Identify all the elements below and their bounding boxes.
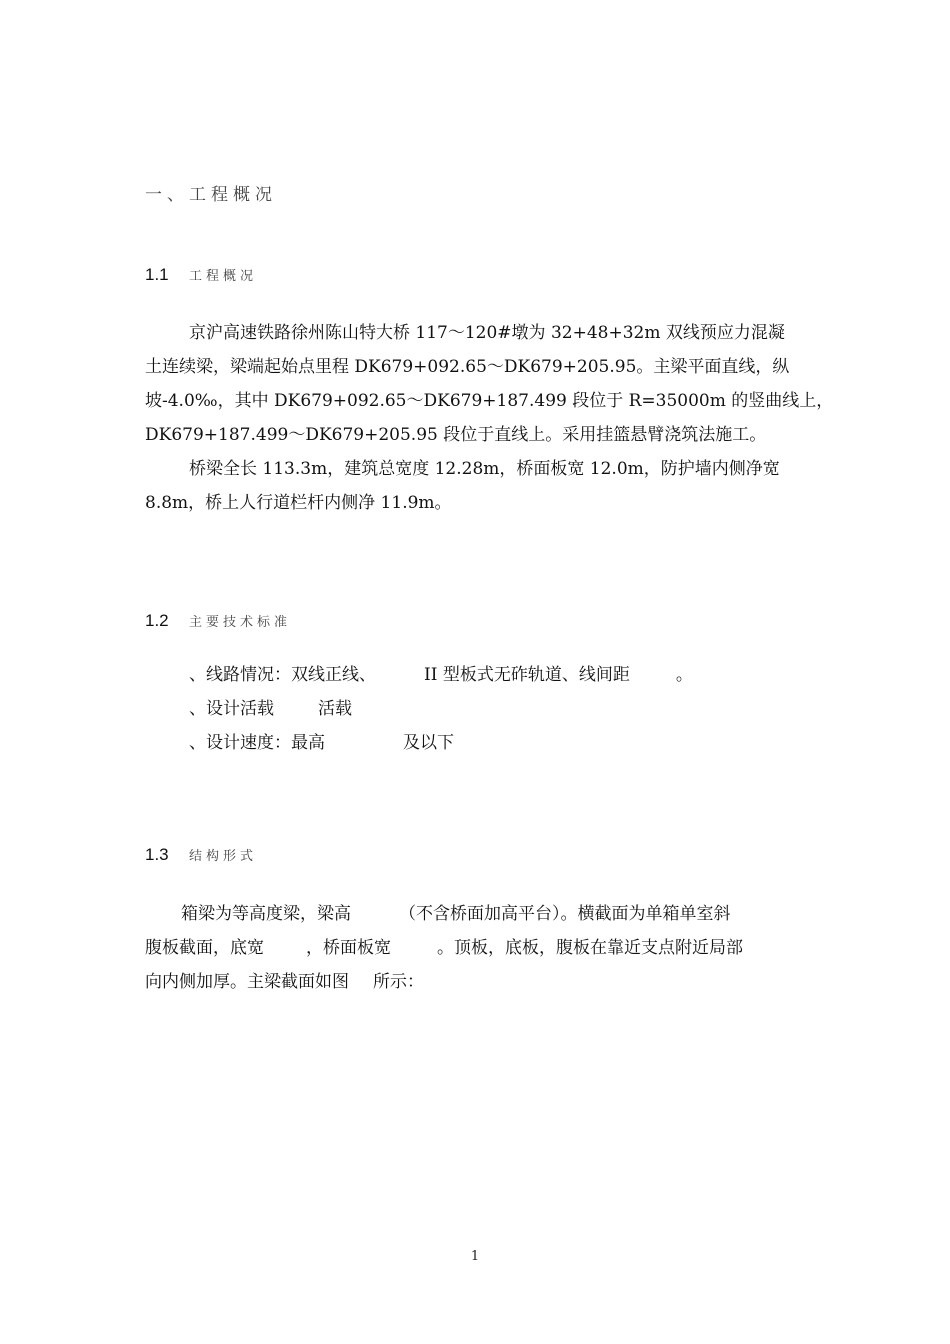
list-item-text: 及以下 (403, 733, 454, 753)
section-number: 1.1 (145, 265, 169, 284)
paragraph-text: 腹板截面，底宽 (145, 938, 264, 958)
page-title: 一、工程概况 (145, 185, 277, 205)
section-number: 1.3 (145, 845, 169, 864)
list-item-text: 、线路情况：双线正线、 (189, 665, 376, 685)
paragraph-line: DK679+187.499～DK679+205.95 段位于直线上。采用挂篮悬臂浇筑法施工。 (145, 425, 767, 445)
paragraph-text: ，桥面板宽 (306, 938, 391, 958)
list-item-text: 。 (675, 665, 693, 685)
list-item-text: 活载 (318, 699, 352, 719)
paragraph-line: 桥梁全长 113.3m，建筑总宽度 12.28m，桥面板宽 12.0m，防护墙内侧净宽 (189, 459, 780, 479)
list-item-text: 、设计活载 (189, 699, 274, 719)
standards-list (189, 658, 693, 760)
paragraph-structure (145, 897, 743, 999)
list-item (189, 658, 693, 692)
list-item-text: II 型板式无砟轨道、线间距 (424, 665, 630, 685)
paragraph-overview (145, 316, 834, 520)
paragraph-line (145, 931, 743, 965)
section-heading-1-1 (145, 265, 257, 285)
paragraph-text: 。顶板，底板，腹板在靠近支点附近局部 (437, 938, 743, 958)
paragraph-text: （不含桥面加高平台）。横截面为单箱单室斜 (399, 904, 731, 924)
section-label: 工程概况 (189, 268, 258, 283)
section-label: 主要技术标准 (189, 614, 292, 629)
section-label: 结构形式 (189, 848, 258, 863)
paragraph-text: 所示： (373, 972, 424, 992)
paragraph-line: 京沪高速铁路徐州陈山特大桥 117～120#墩为 32+48+32m 双线预应力混凝 (189, 323, 785, 343)
page-number: 1 (470, 1249, 480, 1264)
section-heading-1-2 (145, 611, 291, 631)
paragraph-text: 向内侧加厚。主梁截面如图 (145, 972, 349, 992)
paragraph-line: 坡-4.0‰，其中 DK679+092.65～DK679+187.499 段位于 R=35000m 的竖曲线上， (145, 391, 834, 411)
paragraph-line: 8.8m，桥上人行道栏杆内侧净 11.9m。 (145, 493, 452, 513)
paragraph-line (145, 897, 743, 931)
list-item (189, 692, 693, 726)
paragraph-line (145, 965, 743, 999)
list-item-text: 、设计速度：最高 (189, 733, 325, 753)
section-heading-1-3 (145, 845, 257, 865)
paragraph-line: 土连续梁，梁端起始点里程 DK679+092.65～DK679+205.95。主梁平面直线，纵 (145, 357, 790, 377)
section-number: 1.2 (145, 611, 169, 630)
paragraph-text: 箱梁为等高度梁，梁高 (181, 904, 351, 924)
list-item (189, 726, 693, 760)
